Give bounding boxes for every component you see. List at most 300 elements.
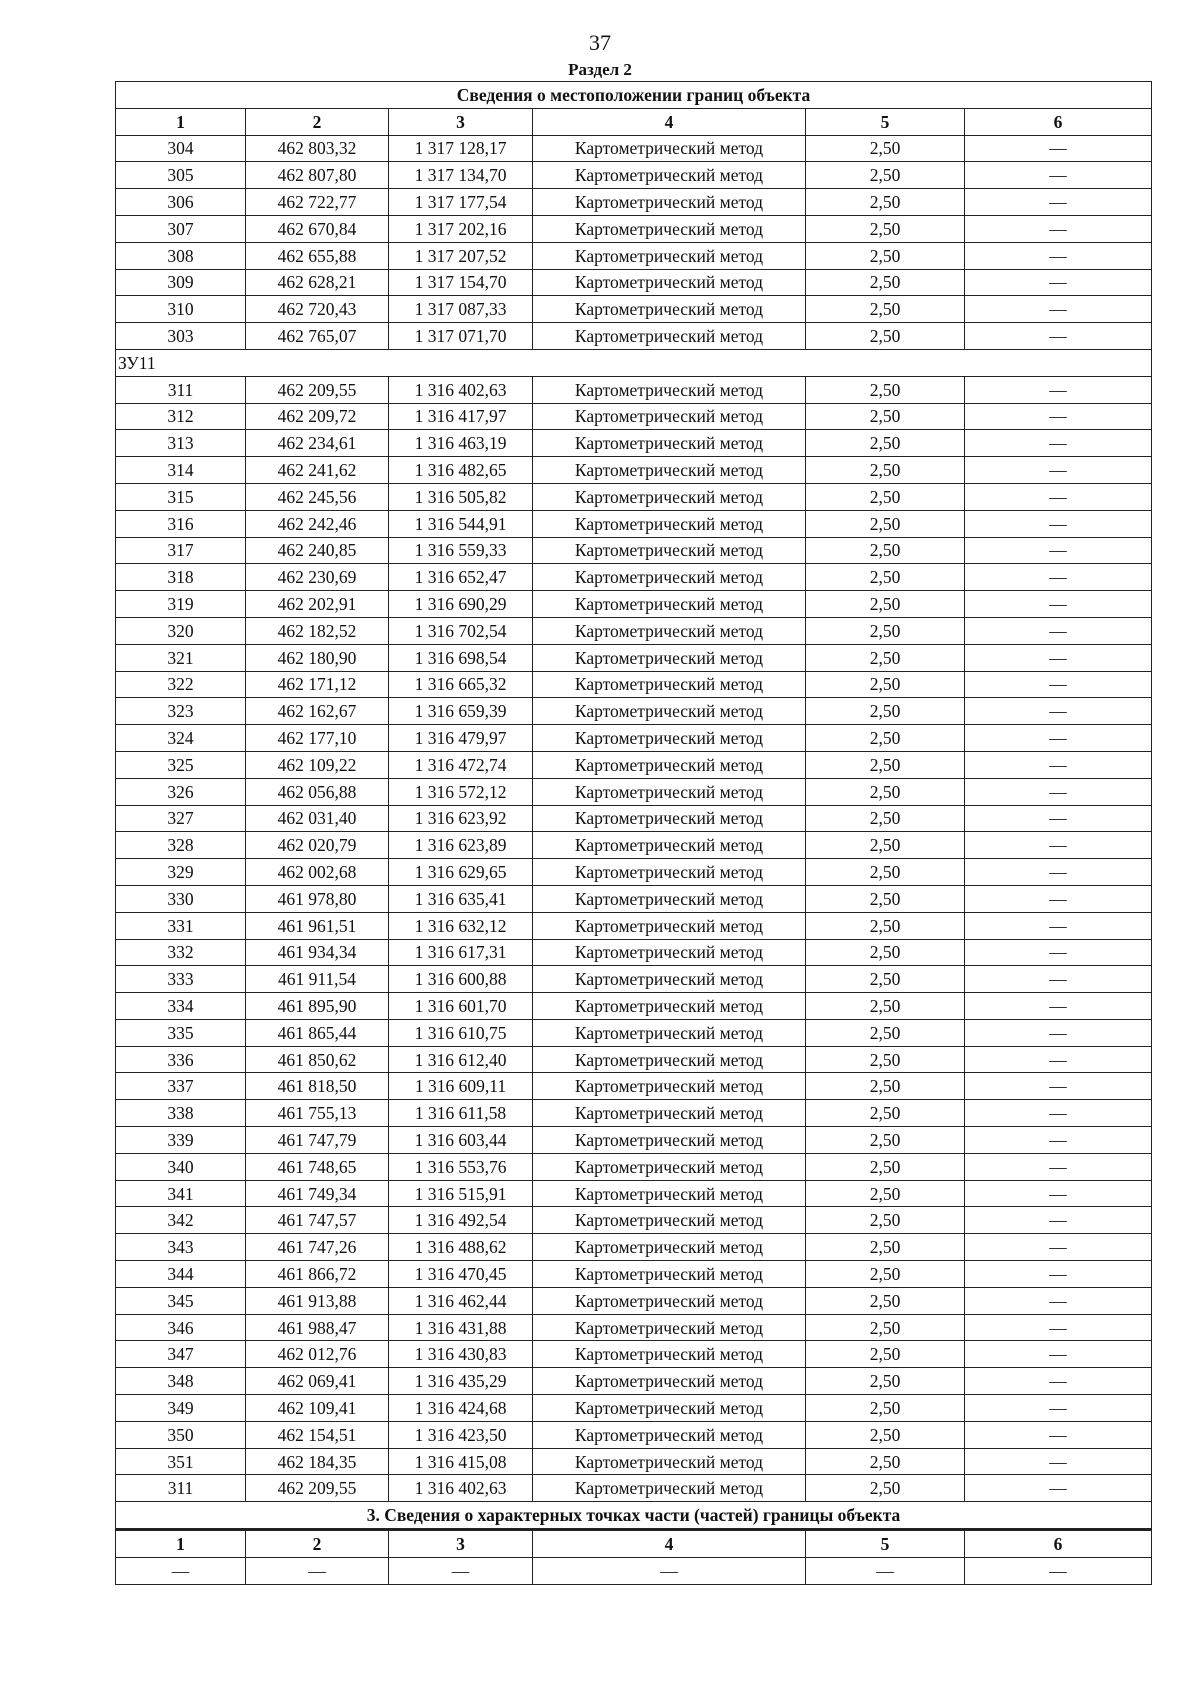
method-cell: Картометрический метод: [533, 591, 806, 618]
accuracy-cell: 2,50: [806, 778, 965, 805]
accuracy-cell: 2,50: [806, 939, 965, 966]
table-row: [116, 1234, 1152, 1261]
description-cell: —: [965, 323, 1152, 350]
y-coordinate-cell: 1 316 665,32: [389, 671, 533, 698]
accuracy-cell: 2,50: [806, 1127, 965, 1154]
method-cell: Картометрический метод: [533, 1314, 806, 1341]
point-number-cell: 304: [116, 135, 246, 162]
accuracy-cell: 2,50: [806, 1153, 965, 1180]
description-cell: —: [965, 457, 1152, 484]
x-coordinate-cell: 461 978,80: [246, 885, 389, 912]
y-coordinate-cell: 1 316 544,91: [389, 510, 533, 537]
accuracy-cell: 2,50: [806, 1287, 965, 1314]
column-header: 6: [965, 108, 1152, 135]
description-cell: —: [965, 912, 1152, 939]
y-coordinate-cell: 1 316 698,54: [389, 644, 533, 671]
accuracy-cell: 2,50: [806, 296, 965, 323]
method-cell: Картометрический метод: [533, 537, 806, 564]
point-number-cell: 324: [116, 725, 246, 752]
column-header: 3: [389, 1530, 533, 1558]
point-number-cell: 328: [116, 832, 246, 859]
x-coordinate-cell: 462 154,51: [246, 1421, 389, 1448]
description-cell: —: [965, 215, 1152, 242]
table-row: [116, 376, 1152, 403]
accuracy-cell: 2,50: [806, 912, 965, 939]
point-number-cell: 344: [116, 1261, 246, 1288]
accuracy-cell: 2,50: [806, 269, 965, 296]
accuracy-cell: 2,50: [806, 859, 965, 886]
table-row: [116, 1557, 1152, 1584]
description-cell: —: [965, 698, 1152, 725]
point-number-cell: 349: [116, 1395, 246, 1422]
column-header: 1: [116, 108, 246, 135]
x-coordinate-cell: 462 807,80: [246, 162, 389, 189]
accuracy-cell: 2,50: [806, 993, 965, 1020]
table-row: [116, 859, 1152, 886]
table-row: [116, 1368, 1152, 1395]
table-row: [116, 1287, 1152, 1314]
table-row: [116, 189, 1152, 216]
point-number-cell: 306: [116, 189, 246, 216]
table-row: [116, 671, 1152, 698]
x-coordinate-cell: 462 182,52: [246, 617, 389, 644]
point-number-cell: —: [116, 1557, 246, 1584]
description-cell: —: [965, 671, 1152, 698]
y-coordinate-cell: 1 317 177,54: [389, 189, 533, 216]
point-number-cell: 316: [116, 510, 246, 537]
description-cell: —: [965, 537, 1152, 564]
method-cell: Картометрический метод: [533, 859, 806, 886]
y-coordinate-cell: 1 316 470,45: [389, 1261, 533, 1288]
method-cell: Картометрический метод: [533, 430, 806, 457]
table-row: [116, 805, 1152, 832]
method-cell: Картометрический метод: [533, 993, 806, 1020]
method-cell: Картометрический метод: [533, 1234, 806, 1261]
x-coordinate-cell: 462 655,88: [246, 242, 389, 269]
y-coordinate-cell: 1 316 423,50: [389, 1421, 533, 1448]
y-coordinate-cell: 1 316 632,12: [389, 912, 533, 939]
description-cell: —: [965, 1153, 1152, 1180]
description-cell: —: [965, 1287, 1152, 1314]
accuracy-cell: 2,50: [806, 1475, 965, 1502]
x-coordinate-cell: 462 109,41: [246, 1395, 389, 1422]
description-cell: —: [965, 939, 1152, 966]
description-cell: —: [965, 644, 1152, 671]
description-cell: —: [965, 1341, 1152, 1368]
table-row: [116, 403, 1152, 430]
x-coordinate-cell: 462 202,91: [246, 591, 389, 618]
description-cell: —: [965, 189, 1152, 216]
point-number-cell: 321: [116, 644, 246, 671]
table-row: [116, 296, 1152, 323]
method-cell: Картометрический метод: [533, 215, 806, 242]
x-coordinate-cell: 462 245,56: [246, 483, 389, 510]
method-cell: Картометрический метод: [533, 832, 806, 859]
description-cell: —: [965, 1421, 1152, 1448]
x-coordinate-cell: 462 012,76: [246, 1341, 389, 1368]
point-number-cell: 311: [116, 1475, 246, 1502]
point-number-cell: 346: [116, 1314, 246, 1341]
point-number-cell: 320: [116, 617, 246, 644]
column-header: 3: [389, 108, 533, 135]
point-number-cell: 334: [116, 993, 246, 1020]
description-cell: —: [965, 1368, 1152, 1395]
accuracy-cell: 2,50: [806, 966, 965, 993]
method-cell: Картометрический метод: [533, 1368, 806, 1395]
method-cell: Картометрический метод: [533, 1421, 806, 1448]
point-number-cell: 307: [116, 215, 246, 242]
method-cell: Картометрический метод: [533, 269, 806, 296]
y-coordinate-cell: 1 317 128,17: [389, 135, 533, 162]
table-row: [116, 832, 1152, 859]
x-coordinate-cell: 461 818,50: [246, 1073, 389, 1100]
accuracy-cell: 2,50: [806, 832, 965, 859]
column-header: 5: [806, 108, 965, 135]
method-cell: Картометрический метод: [533, 1395, 806, 1422]
point-number-cell: 312: [116, 403, 246, 430]
accuracy-cell: 2,50: [806, 564, 965, 591]
x-coordinate-cell: 462 209,55: [246, 1475, 389, 1502]
method-cell: Картометрический метод: [533, 376, 806, 403]
y-coordinate-cell: 1 317 087,33: [389, 296, 533, 323]
table-caption: Сведения о местоположении границ объекта: [116, 82, 1152, 109]
x-coordinate-cell: 462 722,77: [246, 189, 389, 216]
description-cell: —: [965, 1557, 1152, 1584]
x-coordinate-cell: 462 628,21: [246, 269, 389, 296]
method-cell: Картометрический метод: [533, 510, 806, 537]
point-number-cell: 326: [116, 778, 246, 805]
method-cell: Картометрический метод: [533, 1475, 806, 1502]
accuracy-cell: 2,50: [806, 1368, 965, 1395]
point-number-cell: 350: [116, 1421, 246, 1448]
x-coordinate-cell: 461 755,13: [246, 1100, 389, 1127]
x-coordinate-cell: 462 180,90: [246, 644, 389, 671]
y-coordinate-cell: 1 316 572,12: [389, 778, 533, 805]
x-coordinate-cell: 461 961,51: [246, 912, 389, 939]
accuracy-cell: 2,50: [806, 403, 965, 430]
description-cell: —: [965, 483, 1152, 510]
y-coordinate-cell: 1 316 492,54: [389, 1207, 533, 1234]
accuracy-cell: 2,50: [806, 135, 965, 162]
point-number-cell: 335: [116, 1019, 246, 1046]
point-number-cell: 305: [116, 162, 246, 189]
x-coordinate-cell: 462 056,88: [246, 778, 389, 805]
accuracy-cell: 2,50: [806, 698, 965, 725]
accuracy-cell: —: [806, 1557, 965, 1584]
table-row: [116, 1127, 1152, 1154]
table-row: [116, 1421, 1152, 1448]
x-coordinate-cell: 462 240,85: [246, 537, 389, 564]
table-row: [116, 1314, 1152, 1341]
point-number-cell: 317: [116, 537, 246, 564]
x-coordinate-cell: 461 911,54: [246, 966, 389, 993]
x-coordinate-cell: 462 720,43: [246, 296, 389, 323]
x-coordinate-cell: 462 177,10: [246, 725, 389, 752]
accuracy-cell: 2,50: [806, 1421, 965, 1448]
accuracy-cell: 2,50: [806, 1234, 965, 1261]
y-coordinate-cell: 1 316 415,08: [389, 1448, 533, 1475]
x-coordinate-cell: 461 749,34: [246, 1180, 389, 1207]
table-row: [116, 617, 1152, 644]
x-coordinate-cell: 461 748,65: [246, 1153, 389, 1180]
x-coordinate-cell: 462 069,41: [246, 1368, 389, 1395]
accuracy-cell: 2,50: [806, 215, 965, 242]
y-coordinate-cell: 1 316 472,74: [389, 751, 533, 778]
table-row: [116, 1100, 1152, 1127]
table-row: [116, 537, 1152, 564]
point-number-cell: 327: [116, 805, 246, 832]
method-cell: Картометрический метод: [533, 885, 806, 912]
y-coordinate-cell: 1 317 207,52: [389, 242, 533, 269]
point-number-cell: 313: [116, 430, 246, 457]
x-coordinate-cell: 461 988,47: [246, 1314, 389, 1341]
description-cell: —: [965, 296, 1152, 323]
point-number-cell: 340: [116, 1153, 246, 1180]
description-cell: —: [965, 751, 1152, 778]
column-header: 6: [965, 1530, 1152, 1558]
description-cell: —: [965, 269, 1152, 296]
table-row: [116, 591, 1152, 618]
x-coordinate-cell: 462 184,35: [246, 1448, 389, 1475]
x-coordinate-cell: 462 209,55: [246, 376, 389, 403]
accuracy-cell: 2,50: [806, 617, 965, 644]
table-row: [116, 323, 1152, 350]
description-cell: —: [965, 510, 1152, 537]
table-row: [116, 698, 1152, 725]
table-row: [116, 457, 1152, 484]
table-row: [116, 993, 1152, 1020]
table-row: [116, 778, 1152, 805]
table-row: [116, 751, 1152, 778]
method-cell: Картометрический метод: [533, 966, 806, 993]
accuracy-cell: 2,50: [806, 189, 965, 216]
x-coordinate-cell: 462 031,40: [246, 805, 389, 832]
y-coordinate-cell: 1 316 617,31: [389, 939, 533, 966]
description-cell: —: [965, 832, 1152, 859]
y-coordinate-cell: 1 317 071,70: [389, 323, 533, 350]
accuracy-cell: 2,50: [806, 1046, 965, 1073]
y-coordinate-cell: 1 316 601,70: [389, 993, 533, 1020]
table-row: [116, 1207, 1152, 1234]
method-cell: Картометрический метод: [533, 457, 806, 484]
accuracy-cell: 2,50: [806, 1100, 965, 1127]
accuracy-cell: 2,50: [806, 510, 965, 537]
description-cell: —: [965, 617, 1152, 644]
table-row: [116, 1153, 1152, 1180]
point-number-cell: 332: [116, 939, 246, 966]
y-coordinate-cell: 1 316 652,47: [389, 564, 533, 591]
point-number-cell: 337: [116, 1073, 246, 1100]
description-cell: —: [965, 1207, 1152, 1234]
section3-caption: 3. Сведения о характерных точках части (частей) границы объекта: [116, 1502, 1152, 1530]
x-coordinate-cell: 461 747,57: [246, 1207, 389, 1234]
accuracy-cell: 2,50: [806, 591, 965, 618]
method-cell: Картометрический метод: [533, 617, 806, 644]
method-cell: Картометрический метод: [533, 912, 806, 939]
table-row: [116, 912, 1152, 939]
x-coordinate-cell: 461 850,62: [246, 1046, 389, 1073]
point-number-cell: 322: [116, 671, 246, 698]
method-cell: Картометрический метод: [533, 778, 806, 805]
accuracy-cell: 2,50: [806, 537, 965, 564]
method-cell: Картометрический метод: [533, 189, 806, 216]
method-cell: Картометрический метод: [533, 1261, 806, 1288]
x-coordinate-cell: 461 913,88: [246, 1287, 389, 1314]
point-number-cell: 336: [116, 1046, 246, 1073]
description-cell: —: [965, 591, 1152, 618]
description-cell: —: [965, 376, 1152, 403]
page-number: 37: [589, 30, 611, 55]
x-coordinate-cell: 462 234,61: [246, 430, 389, 457]
x-coordinate-cell: 462 242,46: [246, 510, 389, 537]
method-cell: Картометрический метод: [533, 725, 806, 752]
accuracy-cell: 2,50: [806, 1207, 965, 1234]
column-header: 1: [116, 1530, 246, 1558]
y-coordinate-cell: 1 316 600,88: [389, 966, 533, 993]
description-cell: —: [965, 1073, 1152, 1100]
point-number-cell: 303: [116, 323, 246, 350]
y-coordinate-cell: 1 316 629,65: [389, 859, 533, 886]
description-cell: —: [965, 859, 1152, 886]
method-cell: Картометрический метод: [533, 296, 806, 323]
accuracy-cell: 2,50: [806, 1019, 965, 1046]
x-coordinate-cell: 462 230,69: [246, 564, 389, 591]
description-cell: —: [965, 778, 1152, 805]
accuracy-cell: 2,50: [806, 1073, 965, 1100]
point-number-cell: 343: [116, 1234, 246, 1261]
point-number-cell: 338: [116, 1100, 246, 1127]
description-cell: —: [965, 993, 1152, 1020]
method-cell: Картометрический метод: [533, 242, 806, 269]
description-cell: —: [965, 1046, 1152, 1073]
y-coordinate-cell: 1 316 463,19: [389, 430, 533, 457]
table-row: [116, 644, 1152, 671]
y-coordinate-cell: 1 316 611,58: [389, 1100, 533, 1127]
description-cell: —: [965, 1448, 1152, 1475]
column-header: 2: [246, 1530, 389, 1558]
accuracy-cell: 2,50: [806, 885, 965, 912]
group-label-row: [116, 349, 1152, 376]
description-cell: —: [965, 1100, 1152, 1127]
method-cell: Картометрический метод: [533, 805, 806, 832]
table-row: [116, 215, 1152, 242]
x-coordinate-cell: 461 934,34: [246, 939, 389, 966]
x-coordinate-cell: 462 020,79: [246, 832, 389, 859]
table-row: [116, 885, 1152, 912]
table-row: [116, 483, 1152, 510]
accuracy-cell: 2,50: [806, 457, 965, 484]
accuracy-cell: 2,50: [806, 1261, 965, 1288]
point-number-cell: 348: [116, 1368, 246, 1395]
x-coordinate-cell: 462 241,62: [246, 457, 389, 484]
y-coordinate-cell: 1 316 431,88: [389, 1314, 533, 1341]
point-number-cell: 325: [116, 751, 246, 778]
x-coordinate-cell: 461 747,26: [246, 1234, 389, 1261]
method-cell: Картометрический метод: [533, 1341, 806, 1368]
description-cell: —: [965, 725, 1152, 752]
x-coordinate-cell: 461 866,72: [246, 1261, 389, 1288]
table-row: [116, 1073, 1152, 1100]
method-cell: Картометрический метод: [533, 1100, 806, 1127]
point-number-cell: 339: [116, 1127, 246, 1154]
point-number-cell: 309: [116, 269, 246, 296]
method-cell: Картометрический метод: [533, 751, 806, 778]
point-number-cell: 314: [116, 457, 246, 484]
accuracy-cell: 2,50: [806, 323, 965, 350]
section3-caption-row: [116, 1502, 1152, 1530]
description-cell: —: [965, 1395, 1152, 1422]
y-coordinate-cell: 1 316 462,44: [389, 1287, 533, 1314]
x-coordinate-cell: 461 865,44: [246, 1019, 389, 1046]
group-label: ЗУ11: [116, 349, 1152, 376]
description-cell: —: [965, 162, 1152, 189]
point-number-cell: 333: [116, 966, 246, 993]
accuracy-cell: 2,50: [806, 1180, 965, 1207]
description-cell: —: [965, 430, 1152, 457]
y-coordinate-cell: 1 316 659,39: [389, 698, 533, 725]
table-row: [116, 162, 1152, 189]
method-cell: Картометрический метод: [533, 483, 806, 510]
point-number-cell: 318: [116, 564, 246, 591]
point-number-cell: 329: [116, 859, 246, 886]
table-row: [116, 1448, 1152, 1475]
method-cell: Картометрический метод: [533, 564, 806, 591]
description-cell: —: [965, 403, 1152, 430]
method-cell: Картометрический метод: [533, 135, 806, 162]
table-caption-row: [116, 82, 1152, 109]
method-cell: Картометрический метод: [533, 939, 806, 966]
table-row: [116, 242, 1152, 269]
x-coordinate-cell: 462 803,32: [246, 135, 389, 162]
y-coordinate-cell: —: [389, 1557, 533, 1584]
method-cell: Картометрический метод: [533, 1287, 806, 1314]
method-cell: Картометрический метод: [533, 698, 806, 725]
accuracy-cell: 2,50: [806, 644, 965, 671]
column-header-row: [116, 108, 1152, 135]
method-cell: Картометрический метод: [533, 323, 806, 350]
table-row: [116, 1341, 1152, 1368]
y-coordinate-cell: 1 316 702,54: [389, 617, 533, 644]
method-cell: Картометрический метод: [533, 1127, 806, 1154]
y-coordinate-cell: 1 317 134,70: [389, 162, 533, 189]
point-number-cell: 310: [116, 296, 246, 323]
x-coordinate-cell: —: [246, 1557, 389, 1584]
point-number-cell: 345: [116, 1287, 246, 1314]
point-number-cell: 347: [116, 1341, 246, 1368]
y-coordinate-cell: 1 316 635,41: [389, 885, 533, 912]
y-coordinate-cell: 1 316 417,97: [389, 403, 533, 430]
y-coordinate-cell: 1 316 610,75: [389, 1019, 533, 1046]
y-coordinate-cell: 1 316 435,29: [389, 1368, 533, 1395]
description-cell: —: [965, 805, 1152, 832]
method-cell: Картометрический метод: [533, 1046, 806, 1073]
table-row: [116, 1395, 1152, 1422]
table-row: [116, 1046, 1152, 1073]
y-coordinate-cell: 1 316 690,29: [389, 591, 533, 618]
method-cell: Картометрический метод: [533, 1073, 806, 1100]
description-cell: —: [965, 885, 1152, 912]
description-cell: —: [965, 1475, 1152, 1502]
accuracy-cell: 2,50: [806, 671, 965, 698]
accuracy-cell: 2,50: [806, 162, 965, 189]
accuracy-cell: 2,50: [806, 751, 965, 778]
accuracy-cell: 2,50: [806, 725, 965, 752]
point-number-cell: 330: [116, 885, 246, 912]
table-row: [116, 430, 1152, 457]
description-cell: —: [965, 564, 1152, 591]
x-coordinate-cell: 461 747,79: [246, 1127, 389, 1154]
point-number-cell: 331: [116, 912, 246, 939]
